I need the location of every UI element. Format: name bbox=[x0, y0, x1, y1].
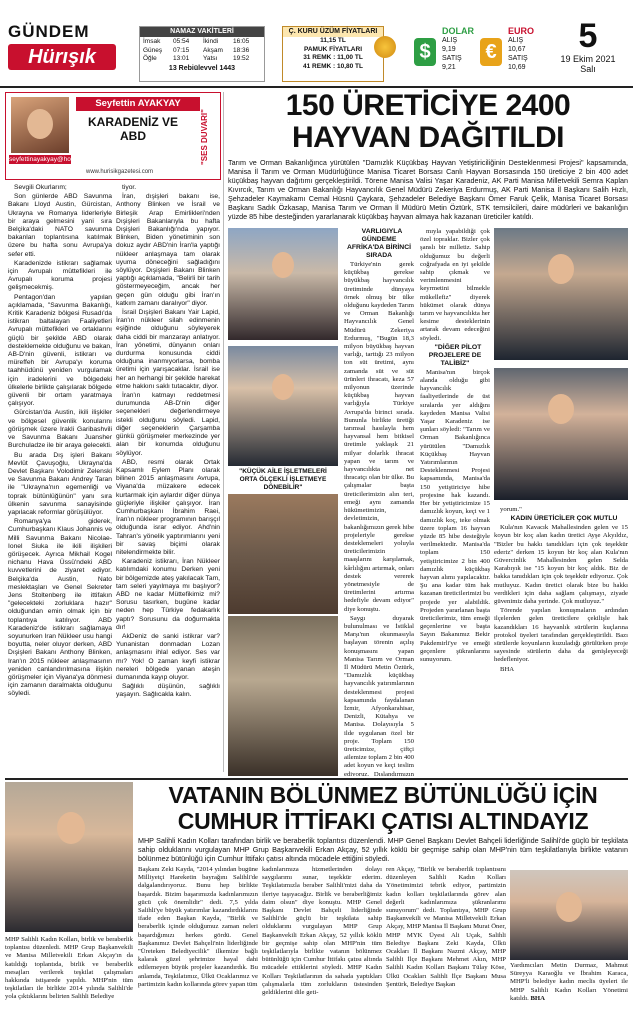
section-divider bbox=[5, 778, 628, 780]
brand-top: GÜNDEM bbox=[8, 22, 90, 41]
paragraph: ABD, resmi olarak Ortak Kapsamlı Eylem Planı olarak bilinen 2015 anlaşmasını Avrupa, Viyana'da müzakere edecek kurtarmak için aylardır diğer dünya güçleriyle ilişkiler çalışıyor. İran Cumhurbaşkanı İbrahim Raei, İran'ın nükleer programının barışçıl olduğunda israr ediyor. Ahd'nin Tahran's yönelik yaptırımlarını yeni bir savaş biçimi olarak nitelendirmekte bilir. bbox=[116, 458, 220, 556]
prayer-label: Yatsı bbox=[203, 55, 218, 62]
dollar-lines bbox=[442, 36, 462, 72]
photo-caption: "KÜÇÜK AİLE İŞLETMELERİ ORTA ÖLÇEKLİ İŞLETMEYE DÖNEBİLİR" bbox=[239, 468, 327, 491]
prayer-times-title: NAMAZ VAKİTLERİ bbox=[140, 27, 264, 37]
photo-mhp-caption: MHP Salihli Kadın Kolları, birlik ve beraberlik toplantısı düzenledi. MHP Grup Başkanvekili ve Manisa Milletvekili Erkan Akçay'ın da katıldığı toplantıda, birlik ve beraberlik mesajları verilerek teşkilat çalışmaları hakkında istişarede yapıldı. MHP'nin tüm teşkilatları ile birlikte 2014 yılında Salihli'de yola çıktıklarını belirten Salihli Belediye bbox=[5, 936, 133, 1001]
caption-text: Yardımcıları Metin Durmaz, Mahmut Süreyya Karaoğlu ve İbrahim Karaca, MHP'li belediye kadın meclis üyeleri ile MHP Salihli Kadın Kolları Yönetimi katıldı. bbox=[510, 962, 628, 1002]
paragraph: Gürcistan'da Austin, ikili ilişkiler ve bölgesel güvenlik konularını görüşmek üzere Irakli Garibashvili ve Savunma Bakanı Juansher Burchuladze ile bir araya gelecekti. bbox=[8, 409, 112, 450]
euro-buy-label: ALIŞ bbox=[508, 37, 524, 44]
dollar-buy-value: 9,19 bbox=[442, 46, 456, 53]
prayer-times-box bbox=[139, 26, 265, 82]
cotton-title: PAMUK FİYATLARI bbox=[303, 45, 363, 53]
prayer-label: Öğle bbox=[143, 55, 157, 62]
euro-sell-label: SATIŞ bbox=[508, 55, 528, 62]
photo-official-woman bbox=[228, 228, 338, 340]
bottom-text-c: ren Akçay, "Birlik ve beraberlik toplantısını düzenleyen Salihli Kadın Kolları Yönetimimizi tebrik ediyor, partimizin kadın kolları teşkilatlarında görev alan değerli kadınlarımıza şükranlarımı sunuyorum" dedi. Toplantıya, MHP Grup Başkanvekili ve Manisa Milletvekili Erkan Akçay, MHP Manisa İl Başkanı Murat Öner, MHP MYK Üyesi Ali Uçak, Salihli Belediye Başkanı Zeki Kayda, Ülkü Ocakları İl Başkanı Nazmi Akçay, MHP Salihli İlçe Başkanı Mehmet Akın, MHP Salihli Kadın Kolları Başkanı Tülay Köse, Ülkü Ocakları Salihli İlçe Başkanı Musa Şentürk, Belediye Başkan bbox=[386, 866, 506, 988]
paragraph: Saygı duyarak bulunulması ve İstiklal Marşı'nın okunmasıyla başlayan törenin açılış konuşmasını yapan Manisa Tarım ve Orman İl Müdürü Metin Öztürk, "Damızlık küçükbaş hayvancılık yatırımlarının desteklenmesi projesi kapsamında faydalanan İzmir, Afyonkarahisar, Denizli, Kütahya ve Manisa. Dolayısıyla 5 ilde uygulanan özel bir proje. Toplam 150 üreticimize, çiftçi ailemize toplam 2 bin 400 adet koyun ve keçi teslim ediyoruz. Dışlandırmızın bbox=[344, 614, 414, 776]
euro-icon: € bbox=[480, 38, 502, 66]
euro-lines bbox=[508, 36, 528, 72]
bottom-text-b: kadınlarımıza hizmetlerinden dolayı saygılarımı sunar, teşekkür ederim. Teşkilatımızla beraber Salihli'mizi daha da ileriye taşıyacağız. Birlik ve beraberliğimiz daim olsun" diye konuştu. MHP Genel Başkanı Devlet Bahçeli liderliğinde Salihli'de güçlü bir teşkilata sahip olduklarını vurgulayan MHP Grup Başkanvekili Erkan Akçay, 52 yıllık köklü bir geçmişe sahip olan MHP'nin tüm teşkilatlarıyla birlikte vatanın bölünmez bütünlüğü için Cumhur İttifakı çatısı altında mücadele ettiklerini söyledi. MHP Kadın Kolları Teşkilatlarının da sahada yaptıkları çalışmalarla tüm zorlukların üstesinden geldiklerini dile geti- bbox=[262, 866, 382, 997]
paragraph: mıyla yapabildiği çok özel topraklar. Bizler çok şanslı bir milletiz. Sahip olduğumuz bu değerli coğrafyada en iyi şekilde sahip çıkmak ve verimlenmesini keyrmetini bilmekle mükellefiz" diyerek hükümet olarak dünya tarım ve hayvancılıkta her kesime desteklerinin artarak devam edeceğini söyledi. bbox=[420, 228, 490, 342]
prayer-times-grid bbox=[140, 37, 264, 65]
grape-price: 11,15 TL bbox=[320, 37, 346, 44]
prayer-label: Akşam bbox=[203, 46, 223, 54]
column-text-b bbox=[116, 184, 220, 770]
paragraph: Manisa'nın birçok alanda olduğu gibi hayvancılık faaliyetlerinde de üst sıralarda yer aldığını kaydeden Manisa Valisi Yaşar Karadeniz ise şunları söyledi: "Tarım ve Orman Bakanlığınca yürütülen "Damızlık Küçükbaş Hayvan Yatırımlarının Desteklenmesi Projesi kapsamında, Manisa'da 150 yetiştiriciye hibe projesine hak kazandı. Her bir yetiştiricimize 15 damızlık koyun, keçi ve 1 damızlık koç, teke olmak üzere toplam 16 hayvan yüzde 85 hibe desteğiyle verilmektedir. Manisa'da toplam 150 yetiştiricimize 2 bin 400 damızlık küçükbaş hayvan alımı yapılacaktır. Şu ana kadar tüm hak kazanan üreticilerimizi bu projede yer alabildik. Projeden yararlanan başta üreticilerimiz, tüm emeği geçenlerine ve başta Sayın Bakanımız Bekir Pakdemirli'ye ve emeği geçenlere şükranlarımı sunuyorum. bbox=[420, 368, 490, 663]
opinion-column bbox=[5, 92, 224, 772]
column-brand-vertical: "SES DUVARI" bbox=[200, 109, 209, 165]
dollar-icon: $ bbox=[414, 38, 436, 66]
dollar-title: DOLAR bbox=[442, 26, 474, 36]
grape-prices-title: Ç. KURU ÜZÜM FİYATLARI bbox=[283, 27, 383, 37]
photo-sheep-distribution bbox=[228, 616, 338, 776]
issue-day: Salı bbox=[580, 64, 596, 74]
paragraph: AkDeniz de sanki istikrar var? Yunanistan donmadan Lozan anlaşmasını ihlal ediyor. Ses var mı? Yok! O zaman keyfi istikrar nereleri bölgede yanan ateşin dumanında kayıp oluyor. bbox=[116, 632, 220, 681]
main-text-b bbox=[420, 228, 490, 776]
photo-official-speaker bbox=[228, 346, 338, 466]
author-name: Seyfettin AYAKYAY bbox=[76, 97, 200, 111]
prayer-label: Güneş bbox=[143, 46, 163, 54]
paragraph: İran'ın katmayı reddetmesi durumunda AB-D'nin diğer seçenekleri değerlendirmeye istekli olduğunu söyledi. Lapid, diğer seçeneklerin Çarşamba günkü görüşmeler merkezinde yer alan bir konumda olduğunu söylüyor. bbox=[116, 392, 220, 457]
main-headline: 150 ÜRETİCİYE 2400 HAYVAN DAĞITILDI bbox=[285, 89, 571, 154]
source-tag: BHA bbox=[530, 994, 545, 1002]
newspaper-logo[interactable]: Hürışık bbox=[8, 44, 116, 70]
photo-ceremony-crowd bbox=[228, 494, 338, 614]
photo-official-man-1 bbox=[494, 228, 628, 360]
grape-prices-box bbox=[282, 26, 384, 82]
paragraph: Romanya'ya giderek, Cumhurbaşkanı Klaus Johannis ve Milli Savunma Bakanı Nicolae-Ionel Siuka ile ikili ilişkileri görüşecek. Ayrıca Mikhail Kogel nichanu Hava Üssü'ndeki ABD kuvvetlerini de ziyaret ediyor. Belçika'da Austin, Nato meslektaşları ve Genel Sekreter Jens Stoltenberg ile ittifakın "gelecekteki zorluklara hazır" olduğundan emin olmak için bir toplantıya katılıyor. ABD Karadeniz'de istikrarı sağlamaya soyunurken Iran Nükleer usu hangi boyutta, neler oluyor derken, ABD Dışişleri Bakanı Anthony Blinken, Iran'ın 2015 nükleer anlaşmasının yeniden canlandırılmasına ilişkin görüşmeler için Viyana'ya dönmesi için zamanın daralmakta olduğunu söyledi. bbox=[8, 518, 112, 698]
author-email[interactable]: seyfettinayakyay@hotmail.com bbox=[9, 156, 99, 163]
paragraph: Türkiye'nin gerek küçükbaş gerekse büyükbaş hayvancılık üretiminde dünyaya örnek olmuş bir ülke olduğunu kaydeden Tarım ve Orman Bakanlığı Hayvancılık Genel Müdürü Zekeriya Erdurmuş, "Bugün 18,3 milyon büyükbaş hayvan varlığı, tarttığı 23 milyon ton süt üretimi, aynı zamanda süt ve süt ürünleri ihracatı, keza 57 milyonun üzerinde küçükbaş hayvan varlığıyla Türkiye Avrupa'da birinci sırada. Bununla birlikte üretiği tarımsal hasılayla hem hayvansal hem bitkisel üretimle yaklaşık 21 milyar dolarlık ihracat yapan ve tarım ve hayvancılıkta net ihracatçı olan bir ülke. Bu çalışmalar başta üreticilerimizin alın teri, emeği aynı zamanda hükümetimizin, devletimizin, bakanlığımızın gerek hibe projeleriyle gerekse desteklemeleri yoluyla üreticilerimizin maaşlarını karşılamak, kârlılığını artırmak, onları destek vererek yönetmesiyle de üretimlerini artırma hedefiyle devam ediyor" diye konuştu. bbox=[344, 261, 414, 613]
issue-date-box bbox=[548, 18, 628, 80]
photo-mhp-official bbox=[510, 870, 628, 960]
subheading: "DİĞER PİLOT PROJELERE DE TALİBİZ" bbox=[428, 343, 482, 367]
masthead bbox=[0, 0, 633, 88]
page-number: 5 bbox=[578, 17, 598, 55]
cotton-price-1: 31 REMK : 11,00 TL bbox=[303, 54, 363, 61]
dollar-buy-label: ALIŞ bbox=[442, 37, 458, 44]
euro-title: EURO bbox=[508, 26, 535, 36]
paragraph: Karadeniz istikrarı, İran Nükleer katılımdaki konumu Derken yeni bir bölgemizde ateş yakılacak Tam, tam seleri yayılmaya mı başlıyor? ABD ne kadar Müttefikimiz mi? Sorusu tasırken, bugüne kadar neden hep Türkiye fedakarlık yaptı? Sorusunu da doğurmakta dır! bbox=[116, 558, 220, 631]
column-text-a bbox=[8, 184, 112, 770]
prayer-label: İmsak bbox=[143, 38, 161, 45]
photo-official-caption bbox=[510, 962, 628, 1022]
paragraph: Pentagon'dan yapılan açıklamada, "Savunma Bakanlığı, Kritik Karadeniz bölgesi Rusadı'da istikrarı baltalayan Faaliyetleri Avrupalı müttefikleri ve ortaklarını güçlü bir şekilde ABD olarak desteklemekte olduğunu ve bakan, AB-D'nin güvenli, istikrarı ve müreffeh bir Avrupa'yı koruma taahhüdünü yeniden vurgulamak için iradelerini ve bölgedeki ülkelerle birlikte çalışılarak bölgede güvenli bir ortam yaratmaya çalışıyor. bbox=[8, 293, 112, 408]
euro-rates bbox=[480, 26, 540, 80]
paragraph: Törende yapılan konuşmaların ardından ilçelerden gelen üreticilere çekilişle hak kazandıkları 16 hayvanlık sürülerin kuçlarına protokol üyeleri tarafından gerçekleştirildi. Bazı sürülerde koyunların kuzuladığı görülürken proje sayesinde sürülerin daha da genişleyeceği hedefleniyor. bbox=[494, 607, 628, 664]
paragraph: Sevgili Okurlarım; bbox=[14, 184, 67, 191]
paragraph: yorum." bbox=[500, 506, 522, 513]
bottom-text-a: Başkanı Zeki Kayda, "2014 yılından bugüne Milliyetçi Hareketin bayrağını Salihli'de dalgalandırıyoruz. Bunu hep birlikte başardık. Bizim başarımızda kadınlarımızın gücü çok önemlidir" dedi. 7,5 yılda Salihli'ye büyük yatırımlar kazandırdıklarını ifade eden Başkan Kayda, "Birlik ve beraberlik içinde olduğumuz zaman neleri başardığımızı herkes gördü. Genel Başkanımız Devlet Bahçeli'nin liderliğinde "Üreteken Belediyecilik" ilkemize bağlı kalarak güzel şehrimize hayal dahi edilemeyen büyük projeler kazandırdık. Bu anlamda, Teşkilatımız, Ülkü Ocaklarımız ve partimizin kadın kollarında görev yapan tüm bbox=[138, 866, 258, 988]
paragraph: tiyor. bbox=[122, 184, 137, 191]
dollar-rates bbox=[414, 26, 474, 80]
hijri-date: 13 Rebiülevvel 1443 bbox=[168, 64, 236, 72]
photo-mhp-speaker bbox=[5, 782, 133, 932]
paragraph: Son günlerde ABD Savunma Bakanı Lloyd Austin, Gürcistan, Ukrayna ve Romanya liderleriyle bir araya gelmesini yani sıra Belçika'daki NATO savunma bakanları toplantısına katılmak üzere bu hafta sonu Avrupa'ya sefer etti. bbox=[8, 193, 112, 258]
main-text-c bbox=[494, 506, 628, 776]
paragraph: Karadenizde istikrarı sağlamak için Avrupalı müttefikleri ile Avrupalı koruma projesi gelişmecekmiş. bbox=[8, 259, 112, 292]
subheading: KADIN ÜRETİCİLER ÇOK MUTLU bbox=[510, 515, 618, 523]
euro-sell-value: 10,69 bbox=[508, 64, 526, 71]
main-text-a bbox=[344, 228, 414, 776]
paragraph: Sağlıklı düşünün, sağlıklı yaşayın. Sağlıcakla kalın. bbox=[116, 683, 220, 699]
euro-buy-value: 10,67 bbox=[508, 46, 526, 53]
paragraph: BHA bbox=[500, 665, 515, 673]
grape-icon bbox=[374, 36, 396, 58]
cotton-price-2: 41 REMK : 10,80 TL bbox=[303, 62, 363, 70]
dollar-sell-value: 9,21 bbox=[442, 64, 456, 71]
photo-official-man-2 bbox=[494, 368, 628, 500]
subheading: VARLIĞIYLA GÜNDEME AFRİKA'DA BİRİNCİ SIRADA bbox=[346, 228, 412, 259]
bottom-lead: MHP Salihli Kadın Kolları tarafından birlik ve beraberlik toplantısı düzenlendi. MHP Genel Başkanı Devlet Bahçeli liderliğinde Salihli'de güçlü bir teşkilata sahip olduklarını vurgulayan MHP Grup Başkanvekili Erkan Akçay, 52 yıllık köklü bir geçmişe sahip olan MHP'nin tüm teşkilatlarıyla birlikte vatanın bölünmez bütünlüğü için Cumhur İttifakı çatısı altında mücadele ettiğini söyledi. bbox=[138, 836, 628, 863]
bottom-headline: VATANIN BÖLÜNMEZ BÜTÜNLÜĞÜ İÇİN CUMHUR İTTİFAKI ÇATISI ALTINDAYIZ bbox=[168, 782, 598, 834]
issue-date: 19 Ekim 2021 bbox=[560, 54, 616, 64]
prayer-time: 19:52 bbox=[233, 55, 250, 62]
paragraph: İsrail Dışişleri Bakanı Yair Lapid, İran'ın nükleer silah edinmenin eşiğinde olduğunu söyleyerek daha ciddi bir manzarayı anlatıyor. İran yönetimi, dünyanın onları durdurma konusunda ciddi olduğuna inanmıyorlarsa, bomba üretimi için yarışacaklar. İsrail ise her an herhangi bir şekilde harekat etme hakkını saklı tutacaktır, diyor. bbox=[116, 309, 220, 390]
paragraph: Kula'nın Kavacık Mahallesinden gelen ve 15 koyun bir koç alan kadın üretici Ayşe Akyıldız, "Bizler bu hakkı tanıdıkları için çok teşekkür ederiz" derken 15 koyun bir koç alan Kula'nın Güvercinlik Mahallesinden gelen Selda Karabıyık ise "15 koyun bir koç aldık. Biz de bakka tanıdıkları için çok teşekkür ediyoruz. Çok mutluyuz. Kadın üretici olarak bize bu hakkı verdikleri için daha sağlam çalışmayı, ziyade güvenimiz daha yerinde. Çok mutluyuz." bbox=[494, 524, 628, 606]
prayer-time: 05:54 bbox=[173, 38, 190, 45]
prayer-time: 13:01 bbox=[173, 55, 190, 62]
author-photo bbox=[11, 97, 69, 153]
column-header bbox=[5, 92, 221, 180]
prayer-time: 07:15 bbox=[173, 46, 190, 54]
prayer-time: 18:36 bbox=[233, 46, 250, 54]
dollar-sell-label: SATIŞ bbox=[442, 55, 462, 62]
paragraph: Bu arada Dış işleri Bakanı Mevlüt Çavuşoğlu, Ukrayna'da Devlet Başkanı Volodimir Zelenski ve Savunma Bakanı Andrey Taran ile "Ukrayna'nın egemenliği ve toprak bütünlüğünün" yanı sıra ülkenin savunma sanayisinde yapılacak reformlar görüşülüyor. bbox=[8, 451, 112, 516]
prayer-time: 16:05 bbox=[233, 38, 250, 45]
paragraph: İran, dışişleri bakanı ise, Anthony Blinken ve İsrail ve Birleşik Arap Emirlikleri'nden Dışişleri Bakanlarıyla bu hafta Dışişleri Bakanlığı'nda yapıyor. Blinken, Biden yönetiminin son dokuz aydır ABD'nin İran'la yaptığı nükleer anlaşmaya tam olarak uyuma döneceğini sağladığını söylüyor. Dışişleri Bakanı Blinken yaptığı açıklamada, "Belirli bir tarih göstermeyeceğim, ancak her geçen gün olduğu gibi İran'ın katkım zamanı daralıyor" diyor. bbox=[116, 193, 220, 307]
prayer-label: İkindi bbox=[203, 38, 219, 45]
column-url[interactable]: www.hurisikgazetesi.com bbox=[86, 169, 154, 175]
column-title: KARADENİZ VE ABD bbox=[87, 115, 178, 143]
main-lead: Tarım ve Orman Bakanlığınca yürütülen "Damızlık Küçükbaş Hayvan Yetiştiriciliğinin Desteklenmesi Projesi" kapsamında, Manisa İl Tarım ve Orman Müdürlüğünce Manisa Ticaret Borsası Canlı Hayvan Borsasında 150 üreticiye 2 bin 400 adet küçükbaş hayvan dağıtımı gerçekleştirildi. Törene Manisa Valisi Yaşar Karadeniz, AK Parti Manisa Milletvekili Semra Kaplan Kıvırcık, Tarım ve Orman Bakanlığı Hayvancılık Genel Müdürü Zekeriya Erdurmuş, AK Parti Manisa İl Başkanı Salih Hızlı, Şehzadeler Kaymakamı Cemal Hüsnü Çaykara, Şehzadeler Belediye Başkanı Ömer Faruk Çelik, Manisa Ticaret Borsası Başkanı Sadık Özkasap, Manisa Tarım ve Orman İl Müdürü Metin Öztürk, STK temsilcileri, daire müdürleri ve bakanlığın yüzde 85 hibe desteğinden yararlanarak küçükbaş hayvan almaya hak kazanan üreticiler katıldı. bbox=[228, 158, 628, 221]
